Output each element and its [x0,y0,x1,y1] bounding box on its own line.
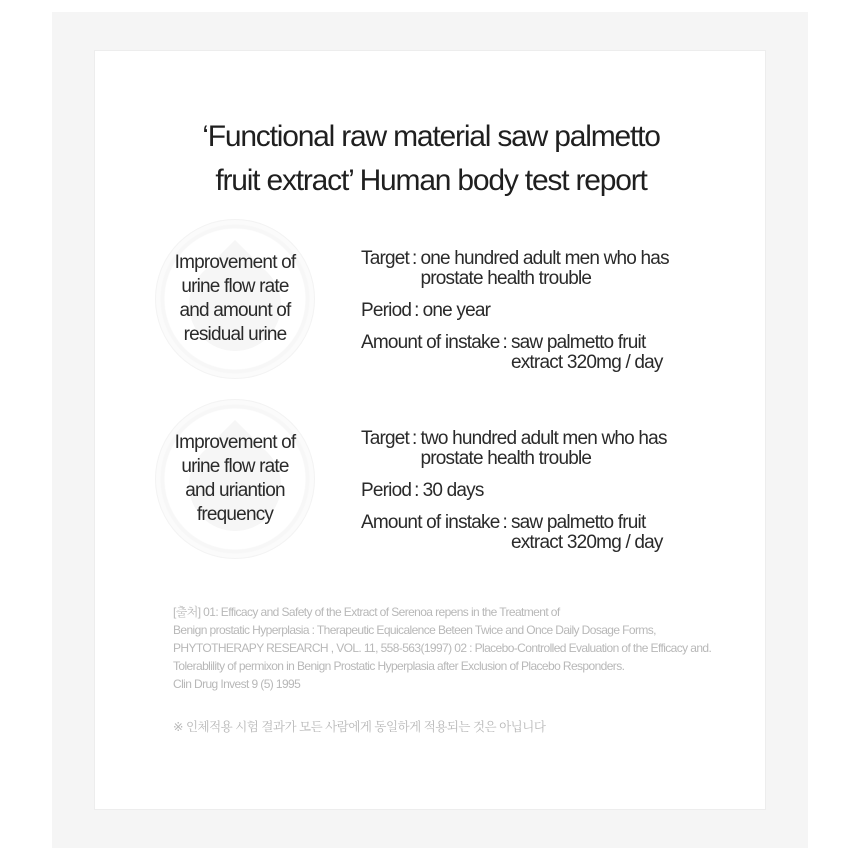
study-1-intake-row [361,333,741,373]
target-line: one hundred adult men who has [420,248,669,269]
references [173,603,753,693]
study-2-badge [155,399,315,559]
study-2-badge-label [155,431,315,527]
badge-line: residual urine [183,324,287,345]
intake-value [511,513,741,553]
study-1-badge [155,219,315,379]
intake-label: Amount of instake [361,512,500,533]
period-label: Period [361,480,412,501]
intake-line: saw palmetto fruit [510,332,646,353]
intake-line: saw palmetto fruit [510,512,646,533]
disclaimer: ※ 인체적용 시험 결과가 모든 사람에게 동일하게 적용되는 것은 아닙니다 [173,720,546,734]
colon: : [414,300,419,321]
report-title [95,115,767,203]
badge-line: frequency [196,504,274,525]
target-line: prostate health trouble [420,448,592,469]
report-card [94,50,766,810]
target-label: Target [361,248,410,269]
badge-line: Improvement of [174,432,296,453]
badge-line: urine flow rate [181,276,289,297]
reference-line: PHYTOTHERAPY RESEARCH , VOL. 11, 558-563(1997) 02 : Placebo-Controlled Evaluation of the Efficacy and. [173,641,712,655]
colon: : [502,332,507,353]
reference-line: [출처] 01: Efficacy and Safety of the Extract of Serenoa repens in the Treatment of [173,605,560,619]
colon: : [414,480,419,501]
badge-line: and amount of [179,300,291,321]
reference-line: Clin Drug Invest 9 (5) 1995 [173,677,301,691]
intake-line: extract 320mg / day [510,532,663,553]
study-2-details [361,429,741,565]
reference-line: Benign prostatic Hyperplasia : Therapeutic Equicalence Beteen Twice and Once Daily Dosage Forms, [173,623,656,637]
colon: : [412,248,417,269]
study-1-badge-label [155,251,315,347]
target-label: Target [361,428,410,449]
study-2-target-row [361,429,741,469]
period-value: 30 days [422,480,484,501]
study-2-period-row [361,481,741,501]
intake-value [511,333,741,373]
colon: : [502,512,507,533]
reference-line: Tolerablility of permixon in Benign Prostatic Hyperplasia after Exclusion of Placebo Responders. [173,659,625,673]
intake-line: extract 320mg / day [510,352,663,373]
intake-label: Amount of instake [361,332,500,353]
target-line: two hundred adult men who has [420,428,667,449]
colon: : [412,428,417,449]
badge-line: and uriantion [185,480,285,501]
target-line: prostate health trouble [420,268,592,289]
target-value [421,249,742,289]
period-value: one year [422,300,491,321]
study-2-intake-row [361,513,741,553]
title-line-2: fruit extract’ Human body test report [215,164,647,197]
title-line-1: ‘Functional raw material saw palmetto [202,120,660,153]
period-label: Period [361,300,412,321]
badge-line: Improvement of [174,252,296,273]
target-value [421,429,742,469]
badge-line: urine flow rate [181,456,289,477]
study-1-period-row [361,301,741,321]
study-1-details [361,249,741,385]
study-1-target-row [361,249,741,289]
